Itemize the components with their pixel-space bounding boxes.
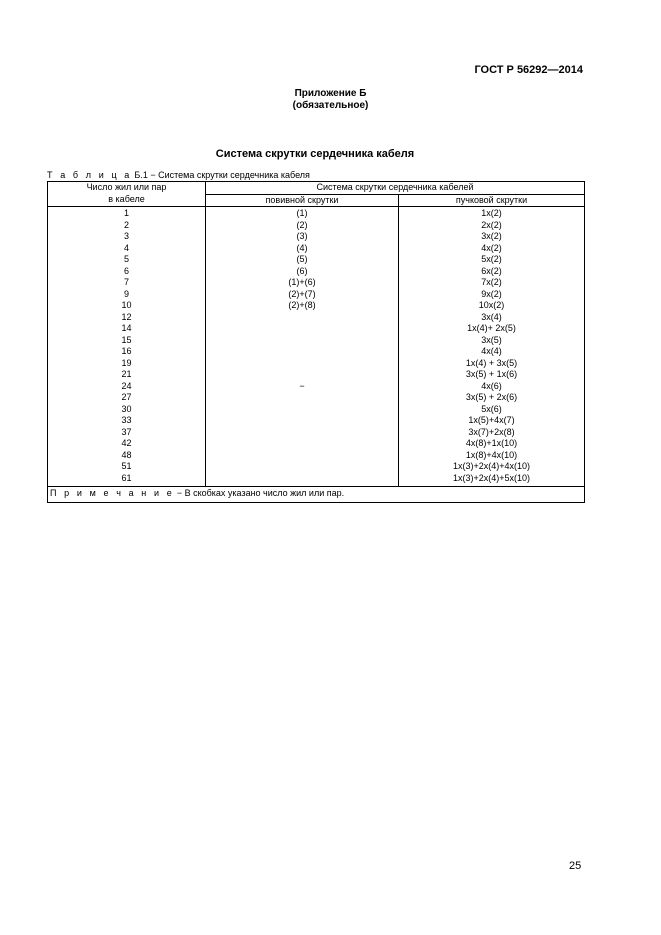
appendix-title: Приложение Б — [294, 88, 367, 99]
table-row — [48, 220, 585, 232]
cell-layer — [206, 392, 399, 404]
cell-layer — [206, 312, 399, 324]
standard-designation: ГОСТ Р 56292—2014 — [474, 64, 583, 76]
cell-layer: − — [206, 381, 399, 393]
cell-layer — [206, 404, 399, 416]
cell-layer — [206, 415, 399, 427]
cell-count: 24 — [48, 381, 206, 393]
table-row — [48, 392, 585, 404]
cell-count: 48 — [48, 450, 206, 462]
note-text: − В скобках указано число жил или пар. — [176, 488, 345, 498]
cell-layer: (4) — [206, 243, 399, 255]
stranding-table — [47, 181, 585, 503]
table-caption-label: Т а б л и ц а — [47, 170, 132, 180]
table-row — [48, 335, 585, 347]
cell-layer — [206, 358, 399, 370]
table-row — [48, 427, 585, 439]
table-row — [48, 207, 585, 220]
cell-count: 5 — [48, 254, 206, 266]
header-group: Система скрутки сердечника кабелей — [206, 182, 585, 195]
cell-count: 12 — [48, 312, 206, 324]
table-caption-number: Б.1 — [134, 170, 148, 180]
header-count-line1: Число жил или пар — [86, 182, 167, 192]
appendix-heading — [0, 88, 661, 112]
cell-count: 16 — [48, 346, 206, 358]
table-caption-text: − Система скрутки сердечника кабеля — [150, 170, 310, 180]
table-row — [48, 231, 585, 243]
cell-layer: (6) — [206, 266, 399, 278]
cell-bundle: 5x(6) — [399, 404, 585, 416]
cell-layer: (1)+(6) — [206, 277, 399, 289]
cell-count: 2 — [48, 220, 206, 232]
header-count-line2: в кабеле — [108, 193, 145, 204]
cell-layer — [206, 369, 399, 381]
cell-bundle: 2x(2) — [399, 220, 585, 232]
cell-count: 33 — [48, 415, 206, 427]
cell-bundle: 6x(2) — [399, 266, 585, 278]
cell-count: 61 — [48, 473, 206, 487]
table-row — [48, 461, 585, 473]
cell-bundle: 1x(4) + 3x(5) — [399, 358, 585, 370]
cell-count: 27 — [48, 392, 206, 404]
cell-layer: (1) — [206, 207, 399, 220]
table-row — [48, 404, 585, 416]
cell-layer — [206, 335, 399, 347]
header-count — [48, 182, 206, 207]
note-label: П р и м е ч а н и е — [50, 488, 175, 498]
cell-bundle: 3x(5) — [399, 335, 585, 347]
cell-bundle: 4x(4) — [399, 346, 585, 358]
cell-count: 14 — [48, 323, 206, 335]
cell-count: 9 — [48, 289, 206, 301]
header-layer: повивной скрутки — [206, 194, 399, 207]
cell-layer — [206, 323, 399, 335]
table-row — [48, 254, 585, 266]
cell-bundle: 4x(8)+1x(10) — [399, 438, 585, 450]
table-row — [48, 243, 585, 255]
cell-layer: (2) — [206, 220, 399, 232]
cell-layer — [206, 473, 399, 487]
cell-count: 21 — [48, 369, 206, 381]
section-title: Система скрутки сердечника кабеля — [215, 148, 415, 160]
cell-layer: (2)+(8) — [206, 300, 399, 312]
cell-bundle: 4x(2) — [399, 243, 585, 255]
cell-bundle: 5x(2) — [399, 254, 585, 266]
table-row — [48, 450, 585, 462]
table-row — [48, 266, 585, 278]
table-row — [48, 369, 585, 381]
cell-count: 3 — [48, 231, 206, 243]
cell-count: 19 — [48, 358, 206, 370]
cell-bundle: 1x(2) — [399, 207, 585, 220]
table-row — [48, 358, 585, 370]
cell-count: 15 — [48, 335, 206, 347]
table-caption — [47, 170, 310, 180]
cell-bundle: 3x(4) — [399, 312, 585, 324]
cell-count: 30 — [48, 404, 206, 416]
cell-bundle: 3x(7)+2x(8) — [399, 427, 585, 439]
cell-bundle: 3x(2) — [399, 231, 585, 243]
cell-count: 37 — [48, 427, 206, 439]
cell-count: 1 — [48, 207, 206, 220]
table-row — [48, 312, 585, 324]
table-body — [48, 207, 585, 487]
cell-count: 7 — [48, 277, 206, 289]
table-row — [48, 473, 585, 487]
cell-count: 6 — [48, 266, 206, 278]
cell-count: 10 — [48, 300, 206, 312]
cell-bundle: 10x(2) — [399, 300, 585, 312]
cell-bundle: 1x(5)+4x(7) — [399, 415, 585, 427]
table-row — [48, 289, 585, 301]
cell-bundle: 1x(8)+4x(10) — [399, 450, 585, 462]
cell-layer — [206, 427, 399, 439]
cell-bundle: 1x(3)+2x(4)+5x(10) — [399, 473, 585, 487]
cell-count: 51 — [48, 461, 206, 473]
cell-layer: (2)+(7) — [206, 289, 399, 301]
appendix-status: (обязательное) — [292, 100, 369, 111]
table-row — [48, 323, 585, 335]
cell-bundle: 3x(5) + 2x(6) — [399, 392, 585, 404]
cell-layer — [206, 346, 399, 358]
table-row — [48, 381, 585, 393]
cell-layer — [206, 450, 399, 462]
cell-layer — [206, 461, 399, 473]
table-row — [48, 277, 585, 289]
table-note — [48, 487, 585, 503]
cell-count: 4 — [48, 243, 206, 255]
page-number: 25 — [569, 860, 582, 872]
table-row — [48, 415, 585, 427]
cell-bundle: 4x(6) — [399, 381, 585, 393]
cell-bundle: 9x(2) — [399, 289, 585, 301]
cell-layer: (3) — [206, 231, 399, 243]
table-row — [48, 438, 585, 450]
cell-layer: (5) — [206, 254, 399, 266]
header-bundle: пучковой скрутки — [399, 194, 585, 207]
cell-layer — [206, 438, 399, 450]
table-row — [48, 346, 585, 358]
cell-bundle: 1x(3)+2x(4)+4x(10) — [399, 461, 585, 473]
cell-count: 42 — [48, 438, 206, 450]
cell-bundle: 1x(4)+ 2x(5) — [399, 323, 585, 335]
cell-bundle: 3x(5) + 1x(6) — [399, 369, 585, 381]
cell-bundle: 7x(2) — [399, 277, 585, 289]
table-row — [48, 300, 585, 312]
